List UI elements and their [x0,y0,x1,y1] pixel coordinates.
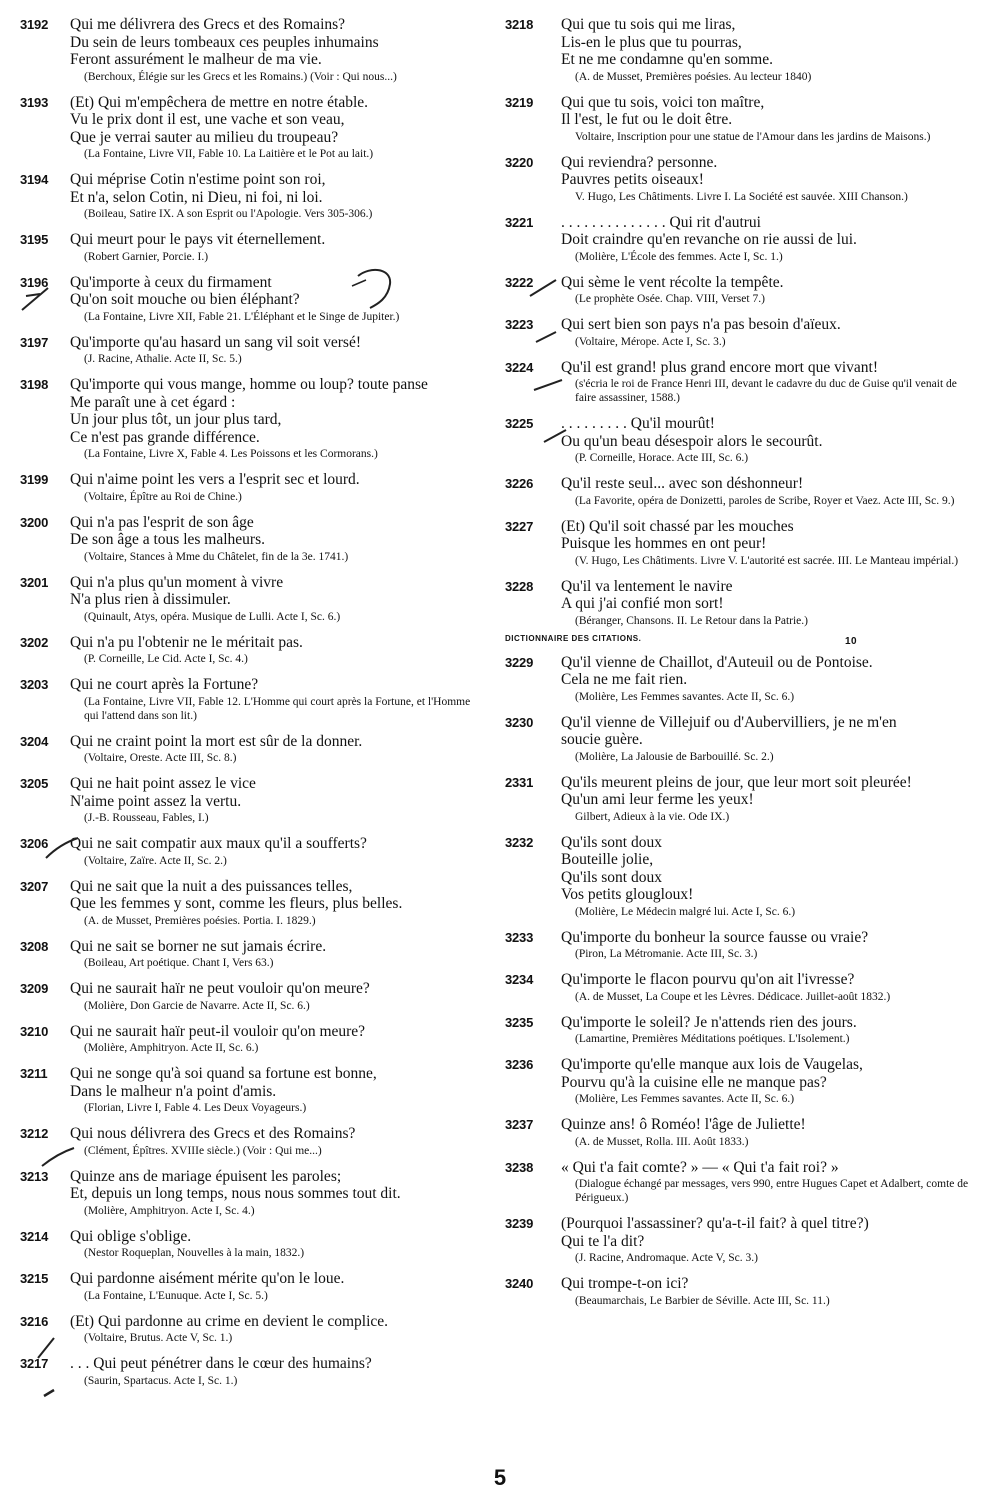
citation-entry [20,634,478,667]
quote-line: Qui ne saurait haïr ne peut vouloir qu'on meure? [70,980,370,997]
citation-entry [505,415,980,465]
citation-number: 3220 [505,154,534,170]
quote-line: Qu'il vienne de Villejuif ou d'Aubervilliers, je ne m'en [561,713,897,731]
citation-number: 3225 [505,416,534,431]
quote-line: soucie guère. [561,731,643,748]
citation-source: (A. de Musset, La Coupe et les Lèvres. Dédicace. Juillet-août 1832.) [575,990,891,1003]
citation-entry [505,94,980,144]
citation-entry [505,359,980,406]
citation-entry [20,980,478,1013]
citation-number: 3194 [20,172,49,187]
quote-line: Dans le malheur n'a point d'amis. [70,1082,277,1100]
quote-line: A qui j'ai confié mon sort! [561,595,724,612]
quote-line: Vu le prix dont il est, une vache et son veau, [70,111,345,128]
citation-entry [505,1215,980,1265]
quote-line: . . . Qui peut pénétrer dans le cœur des humains? [70,1355,372,1372]
quote-line: (Et) Qui m'empêchera de mettre en notre étable. [70,93,369,111]
quote-line: Qui ne court après la Fortune? [70,676,259,693]
citation-source: (J. Racine, Athalie. Acte II, Sc. 5.) [84,353,242,365]
citation-source: (Molière, Les Femmes savantes. Acte II, Sc. 6.) [575,690,795,703]
citation-source: V. Hugo, Les Châtiments. Livre I. La Société est sauvée. XIII Chanson.) [575,190,908,203]
quote-line: Qui me délivrera des Grecs et des Romains? [70,16,346,33]
quote-line: Qui ne sait compatir aux maux qu'il a soufferts? [70,835,367,852]
citation-entry [505,1014,980,1047]
citation-entry [20,376,478,461]
citation-entry [20,775,478,825]
running-head [505,634,980,648]
quote-line: Quinze ans! ô Roméo! l'âge de Juliette! [561,1116,806,1133]
citation-entry [505,1056,980,1106]
citation-entry [20,94,478,162]
citation-source: (Quinault, Atys, opéra. Musique de Lulli. Acte I, Sc. 6.) [84,610,341,623]
citation-entry [505,929,980,962]
quote-line: Que je verrai sauter au milieu du troupeau? [70,128,339,146]
quote-line: . . . . . . . . . Qu'il mourût! [561,415,715,432]
citation-number: 3213 [20,1168,49,1184]
citation-source: (A. de Musset, Rolla. III. Août 1833.) [575,1135,749,1148]
quote-line: Puisque les hommes en ont peur! [561,535,767,552]
quote-line: Qui que tu sois, voici ton maître, [561,93,765,111]
citation-number: 3217 [20,1356,49,1371]
citation-source: (s'écria le roi de France Henri III, devant le cadavre du duc de Guise qu'il venait de faire assassiner, 1588.) [575,378,957,404]
citation-number: 3240 [505,1276,534,1291]
citation-number: 3215 [20,1271,49,1286]
citation-source: (Lamartine, Premières Méditations poétiques. L'Isolement.) [575,1033,850,1045]
citation-number: 3209 [20,981,49,996]
citation-source: (Nestor Roqueplan, Nouvelles à la main, 1832.) [84,1247,305,1259]
citation-entry [20,1313,478,1346]
citation-source: Voltaire, Inscription pour une statue de l'Amour dans les jardins de Maisons.) [575,130,931,143]
citation-source: (La Fontaine, Livre X, Fable 4. Les Poissons et les Cormorans.) [84,448,378,460]
citation-entry [20,878,478,928]
citation-source: (Berchoux, Élégie sur les Grecs et les Romains.) (Voir : Qui nous...) [84,70,397,83]
quote-line: Qui meurt pour le pays vit éternellement. [70,231,326,248]
citation-number: 2331 [505,774,534,790]
quote-line: Bouteille jolie, [561,851,654,868]
quote-line: N'aime point assez la vertu. [70,792,242,810]
citation-source: (Dialogue échangé par messages, vers 990, entre Hugues Capet et Adalbert, comte de Périgueux.) [575,1178,969,1204]
citation-number: 3212 [20,1126,49,1141]
quote-line: Que les femmes y sont, comme les fleurs, plus belles. [70,895,403,912]
citation-number: 3222 [505,274,534,290]
citation-entry [20,514,478,564]
citation-number: 3195 [20,232,49,247]
citation-entry [20,938,478,971]
page-number: 5 [493,1465,507,1490]
citation-entry [505,316,980,349]
citation-source: Gilbert, Adieux à la vie. Ode IX.) [575,810,730,823]
citation-number: 3199 [20,472,49,487]
citation-number: 3198 [20,377,49,392]
citation-entry [20,231,478,264]
quote-line: Qu'importe du bonheur la source fausse ou vraie? [561,928,869,946]
citation-entry [505,518,980,568]
quote-line: Qui ne craint point la mort est sûr de la donner. [70,732,363,750]
quote-line: Qu'importe le soleil? Je n'attends rien des jours. [561,1013,857,1031]
quote-line: Qui que tu sois qui me liras, [561,16,736,33]
citation-number: 3214 [20,1228,49,1244]
citation-entry [505,16,980,84]
quote-line: Qui pardonne aisément mérite qu'on le loue. [70,1270,345,1287]
citation-source: (La Fontaine, Livre XII, Fable 21. L'Éléphant et le Singe de Jupiter.) [84,310,400,323]
citation-number: 3234 [505,972,534,987]
quote-line: Qui ne sait que la nuit a des puissances telles, [70,877,353,895]
citation-entry [20,334,478,367]
citation-source: (Boileau, Art poétique. Chant I, Vers 63.) [84,957,274,969]
citation-entry [505,1159,980,1206]
citation-number: 3229 [505,654,534,670]
quote-line: Qui oblige s'oblige. [70,1227,192,1245]
citation-entry [20,1168,478,1218]
citation-number: 3202 [20,634,49,650]
citation-entry [20,676,478,723]
quote-line: Qu'il est grand! plus grand encore mort que vivant! [561,358,879,376]
citation-source: (Béranger, Chansons. II. Le Retour dans la Patrie.) [575,614,808,627]
quote-line: Qui reviendra? personne. [561,153,718,171]
citation-entry [20,733,478,766]
quote-line: N'a plus rien à dissimuler. [70,591,231,608]
citation-source: (Molière, Amphitryon. Acte II, Sc. 6.) [84,1042,259,1054]
quote-line: Qu'importe qu'au hasard un sang vil soit versé! [70,333,361,351]
citation-number: 3221 [505,214,534,230]
citation-entry [505,714,980,764]
citation-number: 3232 [505,834,534,850]
citation-entry [505,1116,980,1149]
quote-line: Doit craindre qu'en revanche on rie aussi de lui. [561,231,857,248]
citation-number: 3207 [20,878,49,894]
quote-line: Et ne me condamne qu'en somme. [561,51,773,68]
quote-line: Lis-en le plus que tu pourras, [561,33,742,51]
right-column [505,16,980,1318]
quote-line: Qui nous délivrera des Grecs et des Romains? [70,1125,356,1142]
citation-source: (Piron, La Métromanie. Acte III, Sc. 3.) [575,948,758,960]
citation-number: 3204 [20,733,49,749]
citation-source: (La Fontaine, L'Eunuque. Acte I, Sc. 5.) [84,1289,268,1302]
citation-source: (V. Hugo, Les Châtiments. Livre V. L'autorité est sacrée. III. Le Manteau impérial.) [575,554,959,567]
quote-line: Qui n'a pas l'esprit de son âge [70,513,254,531]
citation-source: (Robert Garnier, Porcie. I.) [84,250,209,263]
citation-entry [505,214,980,264]
quote-line: « Qui t'a fait comte? » — « Qui t'a fait roi? » [561,1158,839,1176]
citation-entry [20,1270,478,1303]
citation-number: 3226 [505,476,534,491]
citation-source: (La Fontaine, Livre VII, Fable 10. La Laitière et le Pot au lait.) [84,148,374,160]
quote-line: (Pourquoi l'assassiner? qu'a-t-il fait? à quel titre?) [561,1215,869,1232]
citation-source: (Voltaire, Mérope. Acte I, Sc. 3.) [575,335,726,348]
quote-line: Pourvu qu'à la cuisine elle ne manque pas? [561,1073,827,1091]
citation-source: (A. de Musset, Premières poésies. Portia. I. 1829.) [84,914,316,927]
citation-number: 3233 [505,929,534,945]
quote-line: Du sein de leurs tombeaux ces peuples inhumains [70,33,379,51]
citation-entry [20,1228,478,1261]
quote-line: Qu'importe le flacon pourvu qu'on ait l'ivresse? [561,971,855,988]
citation-number: 3227 [505,518,534,534]
citation-source: (Molière, Le Médecin malgré lui. Acte I, Sc. 6.) [575,905,796,918]
quote-line: Qu'importe à ceux du firmament [70,273,272,291]
quote-line: Qu'il vienne de Chaillot, d'Auteuil ou de Pontoise. [561,653,873,671]
citation-number: 3218 [505,17,534,32]
citation-source: (La Favorite, opéra de Donizetti, paroles de Scribe, Royer et Vaez. Acte III, Sc. 9.) [575,494,955,507]
citation-entry [20,1125,478,1158]
citation-source: (Boileau, Satire IX. A son Esprit ou l'Apologie. Vers 305-306.) [84,208,373,220]
citation-number: 3239 [505,1216,534,1231]
citation-entry [505,154,980,204]
citation-source: (A. de Musset, Premières poésies. Au lecteur 1840) [575,70,812,83]
citation-source: (Molière, L'École des femmes. Acte I, Sc. 1.) [575,250,783,263]
quote-line: Qui sème le vent récolte la tempête. [561,273,784,291]
quote-line: Qu'on soit mouche ou bien éléphant? [70,291,300,308]
citation-number: 3203 [20,677,49,692]
citation-source: (Voltaire, Oreste. Acte III, Sc. 8.) [84,752,237,764]
quote-line: Qui ne songe qu'à soi quand sa fortune est bonne, [70,1065,377,1082]
quote-line: Qui ne hait point assez le vice [70,775,256,792]
citation-source: (Voltaire, Brutus. Acte V, Sc. 1.) [84,1332,233,1344]
citation-number: 3208 [20,938,49,954]
citation-number: 3201 [20,574,49,590]
citation-entry [20,471,478,504]
quote-line: Quinze ans de mariage épuisent les paroles; [70,1167,342,1185]
citation-number: 3230 [505,714,534,730]
citation-number: 3219 [505,94,534,110]
citation-number: 3237 [505,1117,534,1132]
citation-entry [20,171,478,221]
quote-line: Qu'importe qui vous mange, homme ou loup? toute panse [70,376,428,393]
citation-source: (Le prophète Osée. Chap. VIII, Verset 7.) [575,293,765,305]
citation-entry [505,1275,980,1308]
running-head-page: 10 [845,635,858,647]
quote-line: Me paraît une à cet égard : [70,393,236,411]
citation-number: 3193 [20,94,49,110]
citation-source: (Voltaire, Épître au Roi de Chine.) [84,490,242,503]
citation-number: 3236 [505,1057,534,1072]
quote-line: Qu'il va lentement le navire [561,577,733,595]
citation-source: (Florian, Livre I, Fable 4. Les Deux Voyageurs.) [84,1102,307,1114]
citation-source: (Beaumarchais, Le Barbier de Séville. Acte III, Sc. 11.) [575,1294,830,1307]
quote-line: Qu'il reste seul... avec son déshonneur! [561,475,804,492]
citation-entry [505,774,980,824]
citation-entry [20,1355,478,1388]
citation-source: (Clément, Épîtres. XVIIIe siècle.) (Voir : Qui me...) [84,1144,322,1157]
quote-line: Ce n'est pas grande différence. [70,428,260,446]
left-column [20,16,478,1398]
citation-entry [20,574,478,624]
quote-line: Qu'ils meurent pleins de jour, que leur mort soit pleurée! [561,773,912,791]
citation-number: 3216 [20,1313,49,1329]
quote-line: Un jour plus tôt, un jour plus tard, [70,411,282,428]
quote-line: (Et) Qui pardonne au crime en devient le complice. [70,1312,389,1330]
quote-line: Cela ne me fait rien. [561,671,688,688]
citation-source: (Molière, Amphitryon. Acte I, Sc. 4.) [84,1204,255,1217]
citation-source: (Voltaire, Stances à Mme du Châtelet, fin de la 3e. 1741.) [84,550,349,563]
quote-line: Feront assurément le malheur de ma vie. [70,51,322,68]
citation-entry [505,654,980,704]
quote-line: Qui n'a pu l'obtenir ne le méritait pas. [70,633,303,651]
citation-entry [20,274,478,324]
quote-line: De son âge a tous les malheurs. [70,531,265,548]
quote-line: Qu'un ami leur ferme les yeux! [561,791,754,808]
citation-entry [20,16,478,84]
citation-number: 3238 [505,1159,534,1175]
quote-line: Qu'ils sont doux [561,833,662,851]
citation-source: (Molière, Don Garcie de Navarre. Acte II, Sc. 6.) [84,999,310,1012]
quote-line: Qui sert bien son pays n'a pas besoin d'aïeux. [561,316,841,333]
citation-source: (P. Corneille, Horace. Acte III, Sc. 6.) [575,452,749,464]
citation-number: 3205 [20,776,49,791]
citation-entry [505,971,980,1004]
citation-number: 3200 [20,514,49,530]
quote-line: Il l'est, le fut ou le doit être. [561,111,733,128]
quote-line: Qu'importe qu'elle manque aux lois de Vaugelas, [561,1056,863,1073]
citation-entry [20,1023,478,1056]
quote-line: Qui n'aime point les vers a l'esprit sec et lourd. [70,471,360,488]
citation-source: (Voltaire, Zaïre. Acte II, Sc. 2.) [84,854,227,867]
quote-line: Qu'ils sont doux [561,868,662,886]
citation-number: 3235 [505,1014,534,1030]
quote-line: (Et) Qu'il soit chassé par les mouches [561,517,794,535]
quote-line: Qui méprise Cotin n'estime point son roi, [70,171,326,188]
quote-line: Qui n'a plus qu'un moment à vivre [70,573,284,591]
quote-line: Qui ne sait se borner ne sut jamais écrire. [70,937,327,955]
citation-source: (Saurin, Spartacus. Acte I, Sc. 1.) [84,1374,238,1387]
citation-source: (P. Corneille, Le Cid. Acte I, Sc. 4.) [84,653,248,665]
citation-number: 3210 [20,1023,49,1039]
citation-number: 3211 [20,1066,48,1081]
citation-source: (J. Racine, Andromaque. Acte V, Sc. 3.) [575,1252,758,1264]
citation-number: 3228 [505,578,534,594]
quote-line: Ou qu'un beau désespoir alors le secourût. [561,432,823,450]
citation-entry [505,834,980,919]
quote-line: Qui trompe-t-on ici? [561,1275,689,1292]
quote-line: Qui te l'a dit? [561,1232,645,1250]
citation-number: 3192 [20,17,49,32]
citation-number: 3196 [20,274,49,290]
running-head-title: DICTIONNAIRE DES CITATIONS. [505,633,642,643]
citation-source: (Molière, La Jalousie de Barbouillé. Sc. 2.) [575,750,774,763]
citation-source: (Molière, Les Femmes savantes. Acte II, Sc. 6.) [575,1093,795,1105]
citation-number: 3224 [505,359,534,375]
citation-entry [505,578,980,628]
citation-entry [505,274,980,307]
citation-source: (J.-B. Rousseau, Fables, I.) [84,812,209,824]
quote-line: Et n'a, selon Cotin, ni Dieu, ni foi, ni loi. [70,188,323,206]
citation-number: 3197 [20,334,49,350]
quote-line: Pauvres petits oiseaux! [561,171,704,188]
citation-entry [20,835,478,868]
citation-entry [20,1065,478,1115]
quote-line: Vos petits glougloux! [561,886,694,903]
citation-number: 3206 [20,836,49,851]
citation-number: 3223 [505,317,534,332]
citation-entry [505,475,980,508]
quote-line: Qui ne saurait haïr peut-il vouloir qu'on meure? [70,1022,366,1040]
quote-line: . . . . . . . . . . . . . . Qui rit d'autrui [561,213,761,231]
quote-line: Et, depuis un long temps, nous nous sommes tout dit. [70,1185,401,1202]
citation-source: (La Fontaine, Livre VII, Fable 12. L'Homme qui court après la Fortune, et l'Homme qui l'attend dans son lit.) [84,695,471,722]
